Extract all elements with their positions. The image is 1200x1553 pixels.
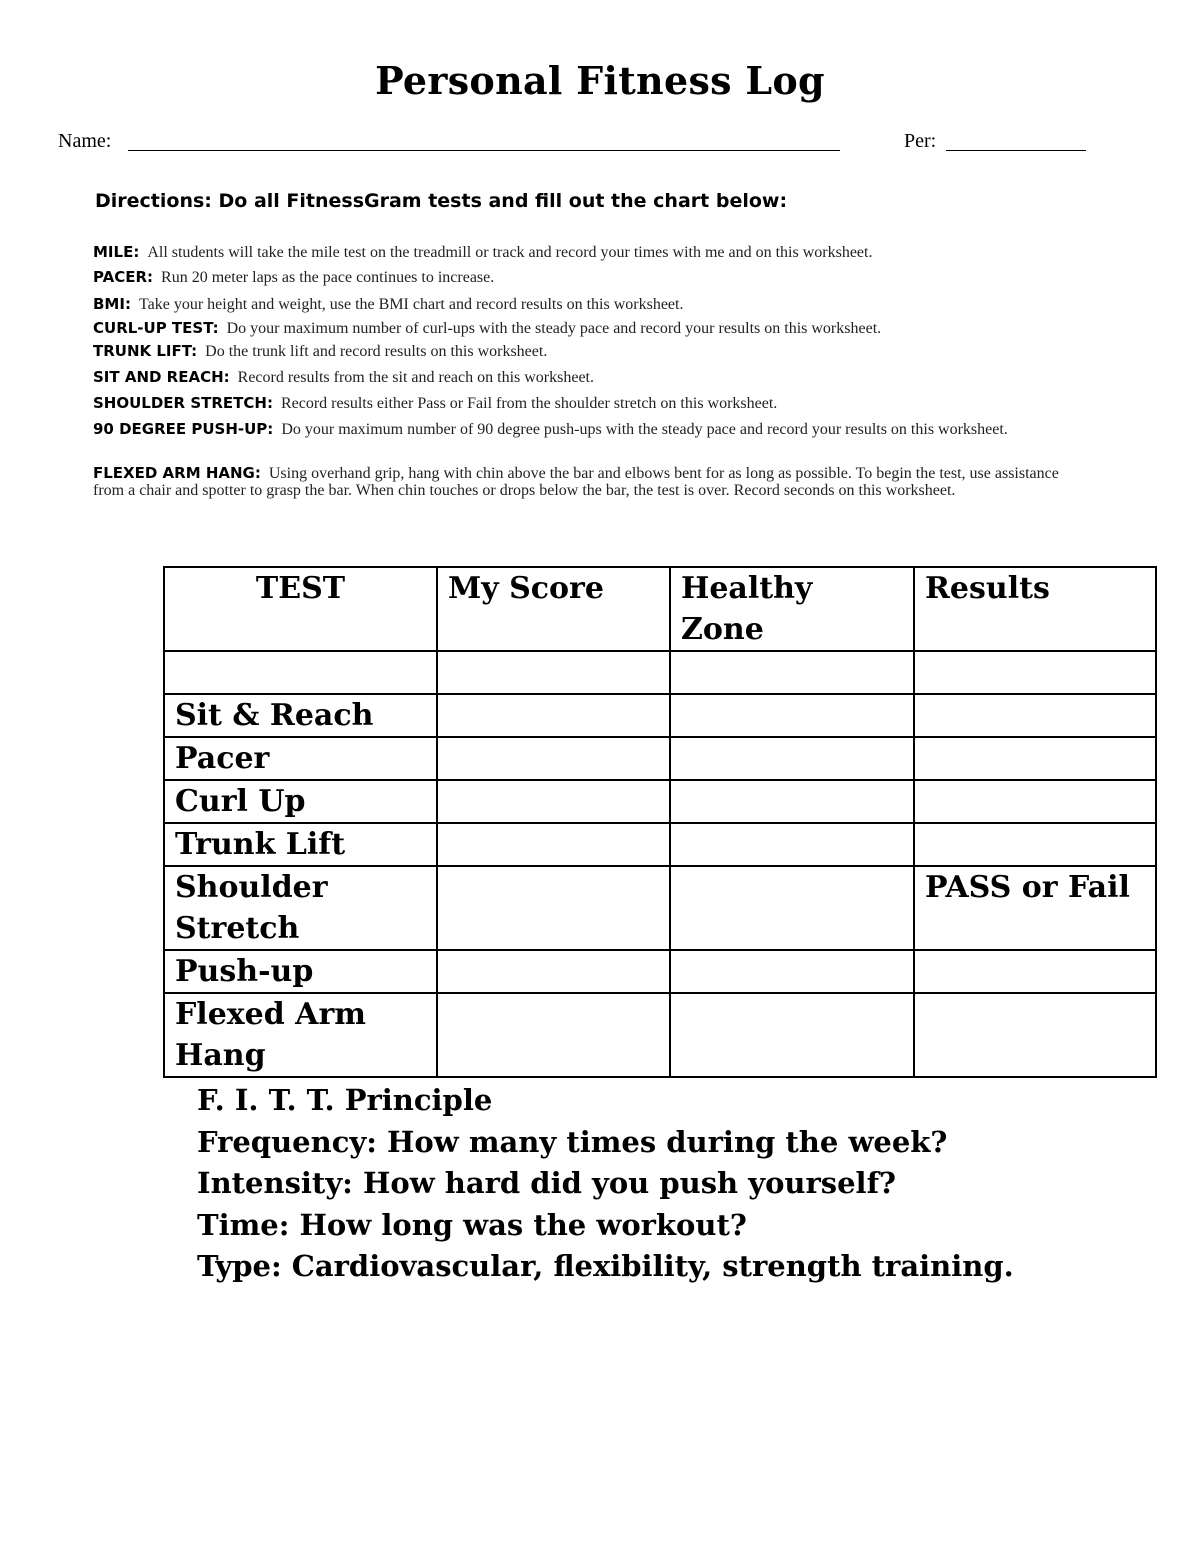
- cell-test: Flexed Arm Hang: [164, 993, 437, 1077]
- cell-my-score[interactable]: [437, 694, 670, 737]
- table-header-row: [164, 567, 1156, 651]
- cell-healthy-zone[interactable]: [670, 737, 914, 780]
- cell-my-score[interactable]: [437, 737, 670, 780]
- name-blank-line[interactable]: [128, 150, 840, 151]
- cell-results[interactable]: [914, 780, 1156, 823]
- cell-my-score[interactable]: [437, 866, 670, 950]
- table-row: [164, 694, 1156, 737]
- direction-text: Take your height and weight, use the BMI chart and record results on this worksheet.: [138, 296, 684, 313]
- direction-text: Record results either Pass or Fail from the shoulder stretch on this worksheet.: [280, 395, 778, 412]
- name-label: Name:: [58, 130, 112, 152]
- direction-bmi: [93, 296, 1088, 313]
- direction-key: SIT AND REACH:: [93, 368, 230, 386]
- direction-key: MILE:: [93, 243, 140, 261]
- fitt-frequency: Frequency: How many times during the week?: [197, 1124, 948, 1159]
- cell-results[interactable]: [914, 694, 1156, 737]
- period-label: Per:: [904, 130, 937, 152]
- direction-sit-and-reach: [93, 369, 1088, 386]
- cell-my-score[interactable]: [437, 651, 670, 694]
- direction-curl-up: [93, 320, 1088, 337]
- table-row: [164, 823, 1156, 866]
- cell-test: Trunk Lift: [164, 823, 437, 866]
- direction-trunk-lift: [93, 343, 1088, 360]
- cell-test: Push-up: [164, 950, 437, 993]
- table-row: [164, 950, 1156, 993]
- direction-text: Do the trunk lift and record results on this worksheet.: [205, 343, 548, 360]
- table-row: [164, 651, 1156, 694]
- direction-key: FLEXED ARM HANG:: [93, 464, 261, 482]
- cell-my-score[interactable]: [437, 993, 670, 1077]
- direction-push-up: [93, 421, 1088, 438]
- header-results: Results: [914, 567, 1156, 651]
- header-my-score: My Score: [437, 567, 670, 651]
- cell-test[interactable]: [164, 651, 437, 694]
- cell-results[interactable]: [914, 823, 1156, 866]
- direction-text: All students will take the mile test on the treadmill or track and record your times with me and on this worksheet.: [147, 244, 873, 261]
- period-blank-line[interactable]: [946, 150, 1086, 151]
- cell-my-score[interactable]: [437, 823, 670, 866]
- direction-key: SHOULDER STRETCH:: [93, 394, 273, 412]
- cell-results[interactable]: [914, 993, 1156, 1077]
- table-row: [164, 993, 1156, 1077]
- direction-shoulder-stretch: [93, 395, 1088, 412]
- direction-mile: [93, 244, 1088, 261]
- direction-text: Record results from the sit and reach on this worksheet.: [237, 369, 594, 386]
- header-test: TEST: [164, 567, 437, 651]
- direction-text: Run 20 meter laps as the pace continues to increase.: [161, 269, 495, 286]
- fitt-principle: [197, 1080, 1014, 1288]
- direction-key: 90 DEGREE PUSH-UP:: [93, 420, 274, 438]
- cell-results[interactable]: [914, 950, 1156, 993]
- page-title: Personal Fitness Log: [375, 58, 825, 103]
- table-row: [164, 737, 1156, 780]
- direction-flexed-arm-hang: [93, 465, 1088, 499]
- fitt-type: Type: Cardiovascular, flexibility, strength training.: [197, 1249, 1014, 1283]
- direction-key: TRUNK LIFT:: [93, 342, 198, 360]
- cell-healthy-zone[interactable]: [670, 694, 914, 737]
- table-row: [164, 780, 1156, 823]
- cell-healthy-zone[interactable]: [670, 651, 914, 694]
- cell-results[interactable]: [914, 737, 1156, 780]
- cell-healthy-zone[interactable]: [670, 780, 914, 823]
- cell-results[interactable]: [914, 651, 1156, 694]
- cell-healthy-zone[interactable]: [670, 950, 914, 993]
- fitt-intensity: Intensity: How hard did you push yourself?: [197, 1166, 897, 1200]
- cell-test: Curl Up: [164, 780, 437, 823]
- cell-test: Shoulder Stretch: [164, 866, 437, 950]
- cell-test: Pacer: [164, 737, 437, 780]
- cell-healthy-zone[interactable]: [670, 866, 914, 950]
- fitness-score-table: [163, 566, 1157, 1078]
- fitt-heading: F. I. T. T. Principle: [197, 1083, 493, 1117]
- direction-text: Using overhand grip, hang with chin above the bar and elbows bent for as long as possible. To begin the test, use assistance from a chair and spotter to grasp the bar. When chin touches or drops below the bar, the test is over. Record seconds on this worksheet.: [93, 465, 1059, 499]
- direction-text: Do your maximum number of 90 degree push-ups with the steady pace and record your results on this worksheet.: [281, 421, 1008, 438]
- direction-text: Do your maximum number of curl-ups with the steady pace and record your results on this worksheet.: [226, 320, 882, 337]
- header-healthy-zone: Healthy Zone: [670, 567, 914, 651]
- directions-heading: Directions: Do all FitnessGram tests and fill out the chart below:: [95, 190, 788, 212]
- name-period-line: [58, 128, 1098, 158]
- fitt-time: Time: How long was the workout?: [197, 1207, 747, 1242]
- table-row: [164, 866, 1156, 950]
- direction-pacer: [93, 269, 1088, 286]
- direction-key: PACER:: [93, 268, 154, 286]
- cell-my-score[interactable]: [437, 780, 670, 823]
- cell-my-score[interactable]: [437, 950, 670, 993]
- cell-results[interactable]: PASS or Fail: [914, 866, 1156, 950]
- cell-test: Sit & Reach: [164, 694, 437, 737]
- cell-healthy-zone[interactable]: [670, 993, 914, 1077]
- direction-key: CURL-UP TEST:: [93, 319, 219, 337]
- cell-healthy-zone[interactable]: [670, 823, 914, 866]
- direction-key: BMI:: [93, 295, 131, 313]
